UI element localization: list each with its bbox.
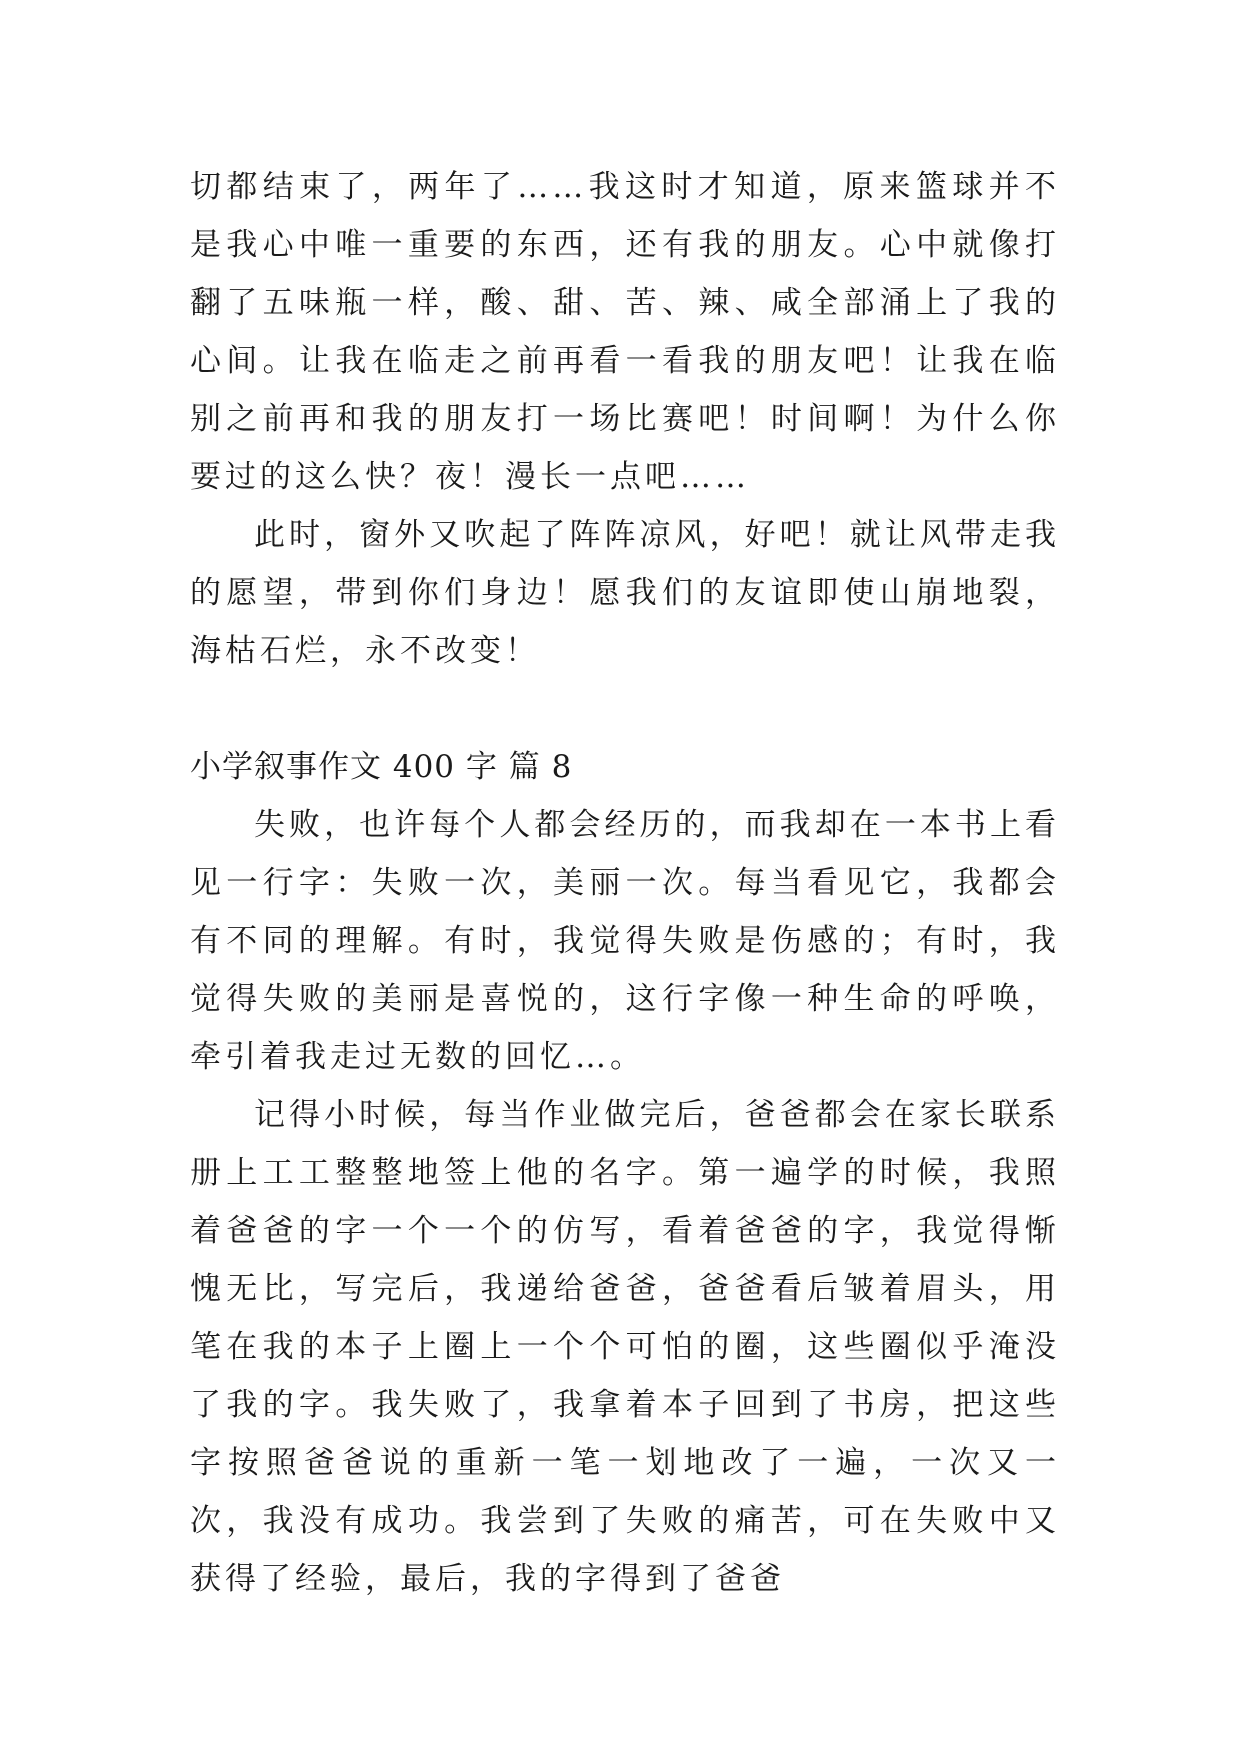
paragraph-2: 此时，窗外又吹起了阵阵凉风，好吧！就让风带走我的愿望，带到你们身边！愿我们的友谊即使山崩地裂，海枯石烂，永不改变！: [190, 517, 1060, 669]
section-heading: 小学叙事作文 400 字 篇 8: [190, 749, 573, 785]
paragraph-4: 记得小时候，每当作业做完后，爸爸都会在家长联系册上工工整整地签上他的名字。第一遍学的时候，我照着爸爸的字一个一个的仿写，看着爸爸的字，我觉得惭愧无比，写完后，我递给爸爸，爸爸看后皱着眉头，用笔在我的本子上圈上一个个可怕的圈，这些圈似乎淹没了我的字。我失败了，我拿着本子回到了书房，把这些字按照爸爸说的重新一笔一划地改了一遍，一次又一次，我没有成功。我尝到了失败的痛苦，可在失败中又获得了经验，最后，我的字得到了爸爸: [190, 1097, 1060, 1597]
paragraph-3: 失败，也许每个人都会经历的，而我却在一本书上看见一行字：失败一次，美丽一次。每当看见它，我都会有不同的理解。有时，我觉得失败是伤感的；有时，我觉得失败的美丽是喜悦的，这行字像一种生命的呼唤，牵引着我走过无数的回忆…。: [190, 807, 1060, 1075]
document-body: [190, 158, 1060, 1608]
paragraph-1: 切都结束了，两年了……我这时才知道，原来篮球并不是我心中唯一重要的东西，还有我的朋友。心中就像打翻了五味瓶一样，酸、甜、苦、辣、咸全部涌上了我的心间。让我在临走之前再看一看我的朋友吧！让我在临别之前再和我的朋友打一场比赛吧！时间啊！为什么你要过的这么快？夜！漫长一点吧……: [190, 169, 1060, 495]
